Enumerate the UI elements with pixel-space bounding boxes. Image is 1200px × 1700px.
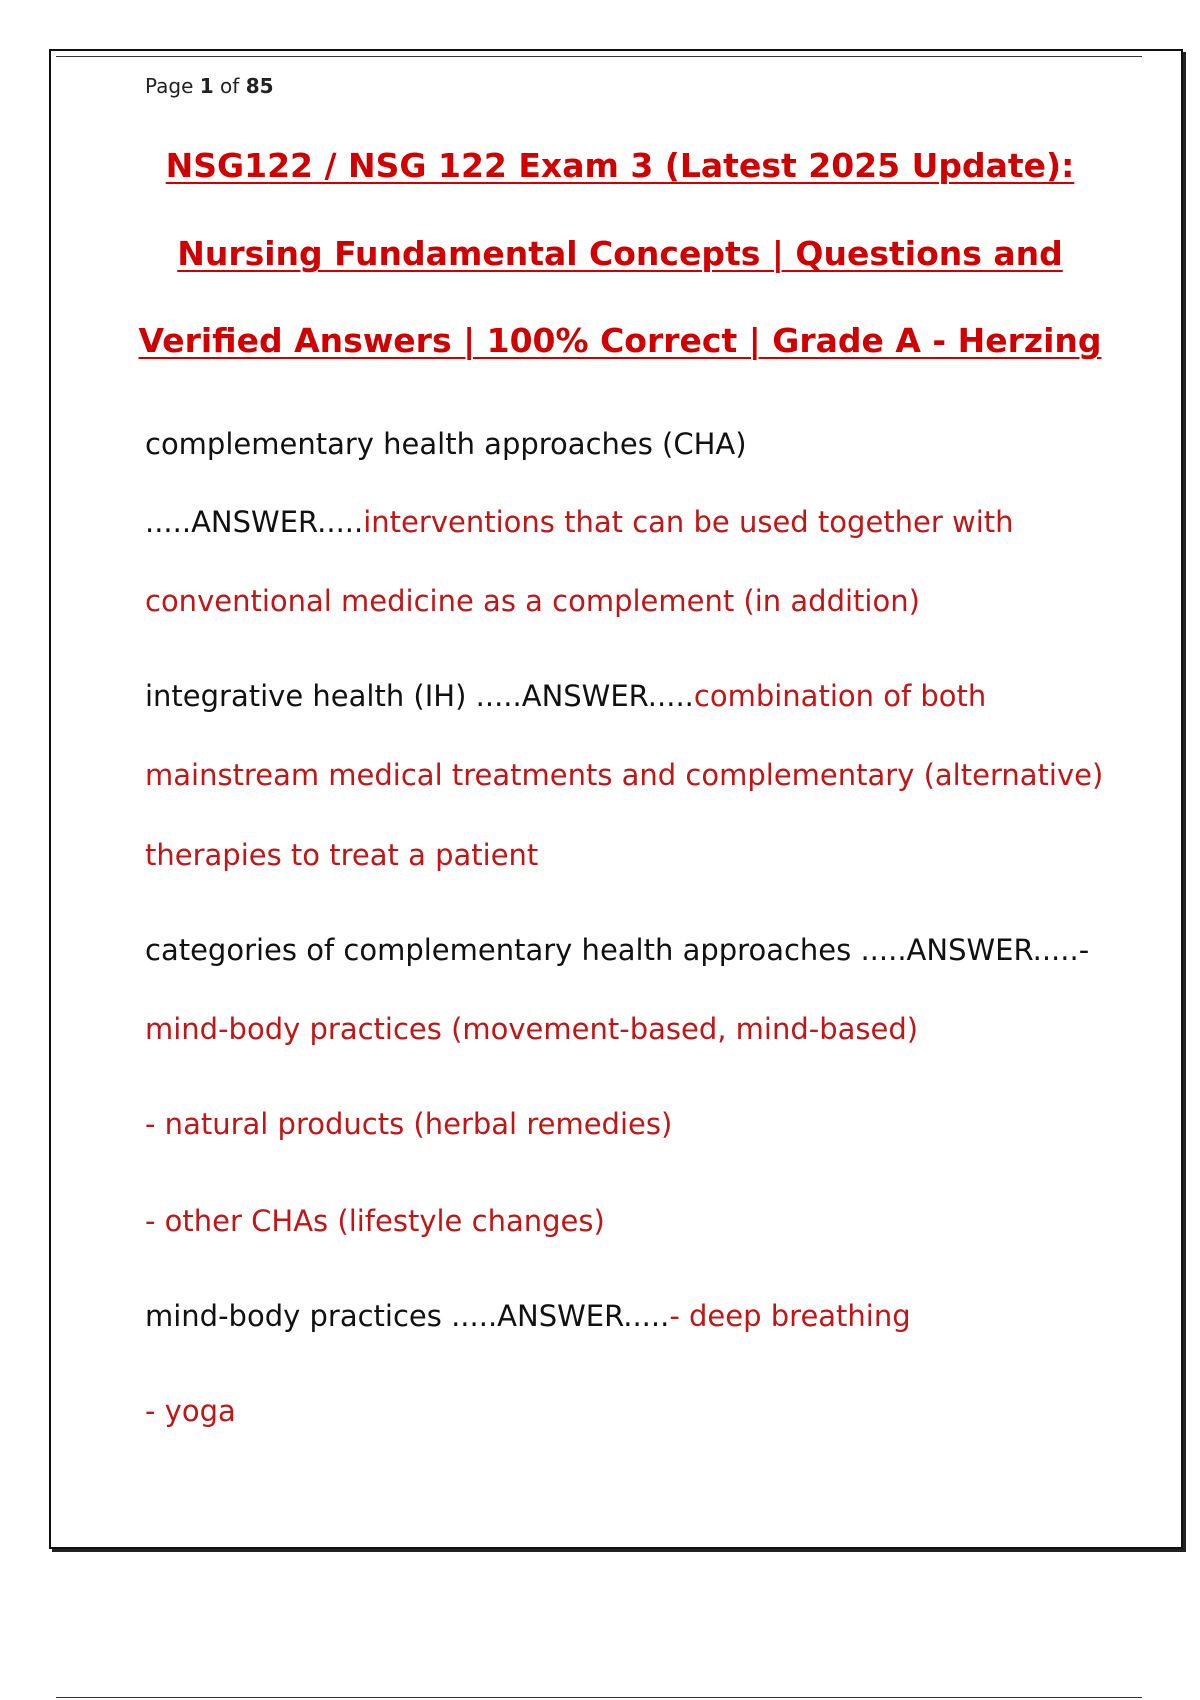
- question-term: categories of complementary health approaches: [145, 933, 861, 967]
- answer-text: - natural products (herbal remedies): [145, 1107, 673, 1141]
- page-number: [145, 74, 274, 98]
- title-line-2: Nursing Fundamental Concepts | Questions and: [177, 234, 1063, 273]
- answer-marker: .....ANSWER.....: [475, 679, 694, 713]
- answer-text: therapies to treat a patient: [145, 838, 539, 872]
- question-line: [145, 933, 1089, 967]
- question-term: integrative health (IH): [145, 679, 476, 713]
- page-of: of: [213, 74, 246, 98]
- page-total: 85: [245, 74, 274, 98]
- bottom-rule: [56, 1697, 1142, 1698]
- answer-line: [145, 505, 1014, 539]
- question-term: mind-body practices: [145, 1299, 452, 1333]
- answer-text: mind-body practices (movement-based, mind-based): [145, 1012, 919, 1046]
- answer-marker: .....ANSWER.....-: [860, 933, 1090, 967]
- question-line: [145, 1299, 911, 1333]
- page-prefix: Page: [145, 74, 200, 98]
- answer-text: conventional medicine as a complement (in addition): [145, 584, 920, 618]
- question-line: [145, 679, 986, 713]
- answer-text: - deep breathing: [669, 1299, 911, 1333]
- title-line-1: NSG122 / NSG 122 Exam 3 (Latest 2025 Update):: [165, 146, 1075, 185]
- answer-text: - other CHAs (lifestyle changes): [145, 1204, 605, 1238]
- page-current: 1: [199, 74, 214, 98]
- answer-text: interventions that can be used together with: [363, 505, 1014, 539]
- answer-marker: .....ANSWER.....: [145, 505, 364, 539]
- answer-text: combination of both: [693, 679, 987, 713]
- top-rule: [56, 56, 1142, 57]
- answer-text: mainstream medical treatments and complementary (alternative): [145, 758, 1104, 792]
- title-line-3: Verified Answers | 100% Correct | Grade A - Herzing: [138, 321, 1102, 360]
- question-term: complementary health approaches (CHA): [145, 427, 747, 461]
- answer-text: - yoga: [145, 1394, 236, 1428]
- answer-marker: .....ANSWER.....: [451, 1299, 670, 1333]
